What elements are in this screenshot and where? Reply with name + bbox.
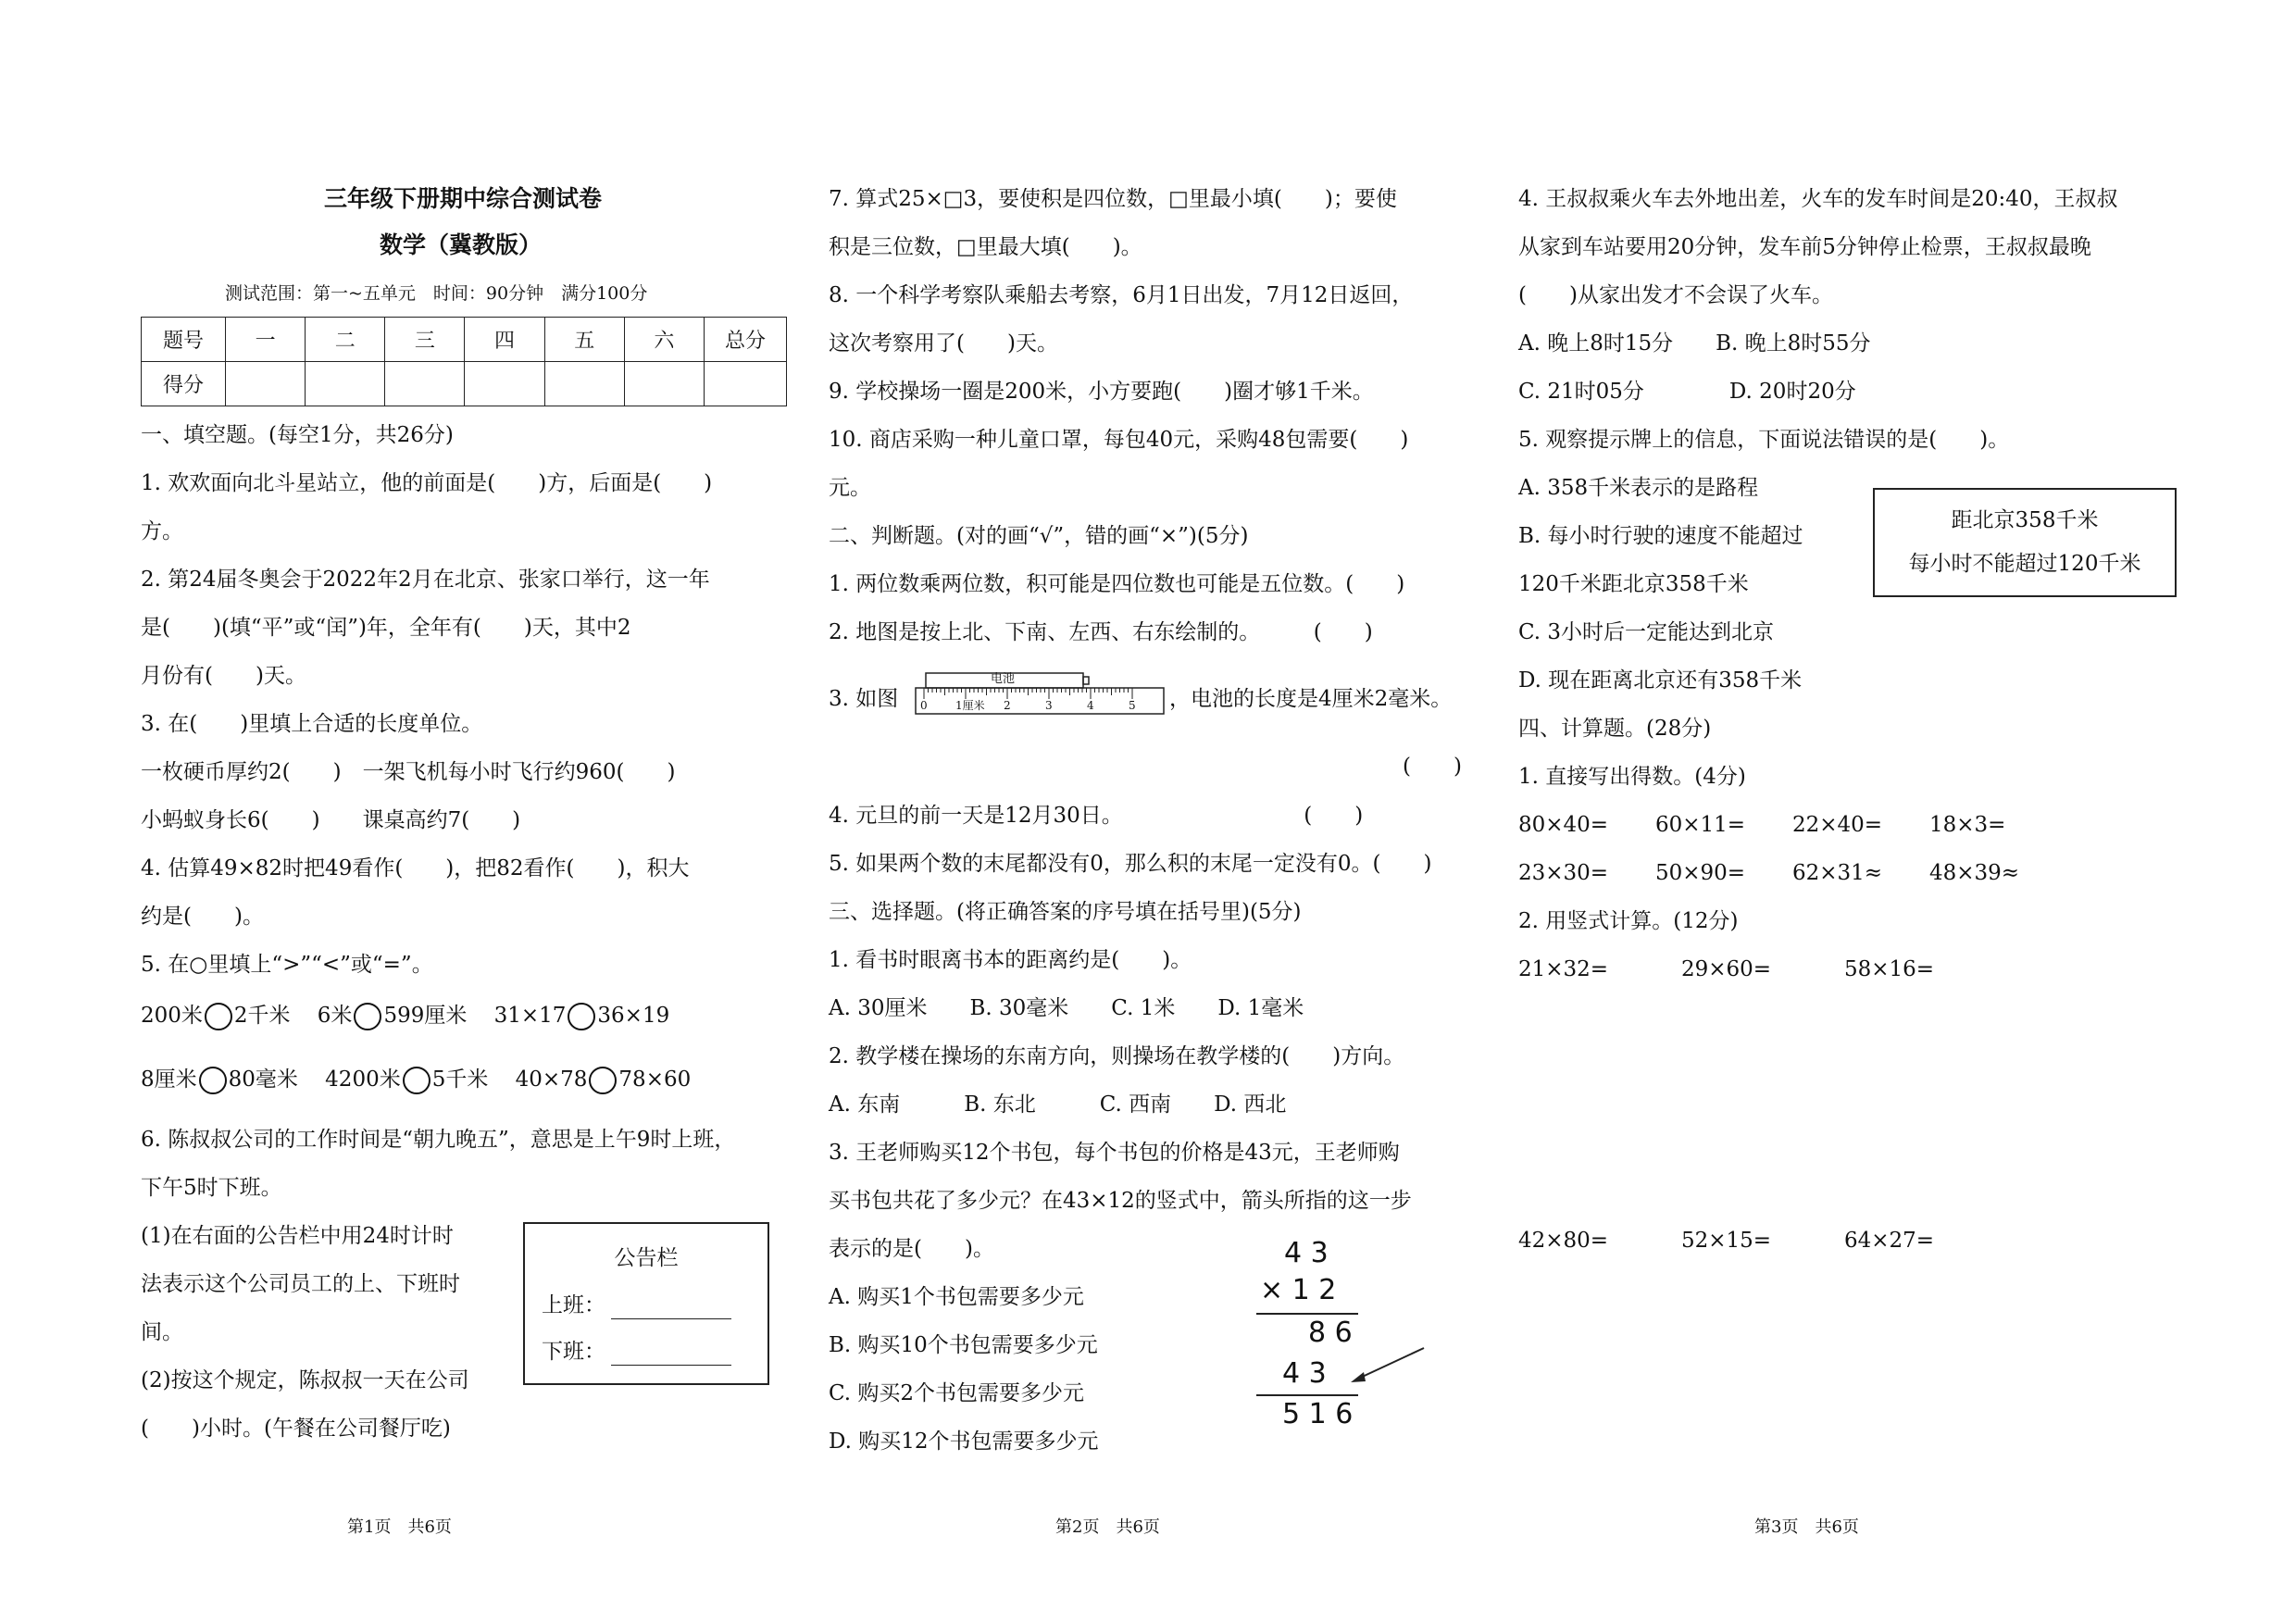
exam-subtitle: 数学（冀教版） <box>380 231 543 258</box>
calc-item: 29×60= <box>1681 957 1772 981</box>
calc-item: 23×30= <box>1518 861 1609 885</box>
p2-line: 买书包共花了多少元？在43×12的竖式中，箭头所指的这一步 <box>829 1189 1412 1213</box>
p3-line: 1. 直接写出得数。(4分) <box>1518 765 1746 789</box>
vert-calc-row-2 <box>1518 1227 1934 1255</box>
score-cell[interactable] <box>306 362 385 406</box>
p2-q3-suffix: ，电池的长度是4厘米2毫米。 <box>1169 687 1453 711</box>
ruler-tick-label: 1厘米 <box>955 699 985 712</box>
table-row <box>142 318 787 362</box>
road-sign <box>1873 488 2177 597</box>
p3-line: 5. 观察提示牌上的信息，下面说法错误的是( )。 <box>1518 428 2010 452</box>
score-cell[interactable] <box>705 362 787 406</box>
p2-line: 三、选择题。(将正确答案的序号填在括号里)(5分) <box>829 900 1302 924</box>
compare-term: 80毫米 <box>228 1067 298 1092</box>
answer-blank[interactable] <box>611 1344 731 1366</box>
vert-row: 4 3 <box>1284 1237 1329 1269</box>
calc-item: 42×80= <box>1518 1229 1609 1253</box>
compare-term: 31×17 <box>493 1004 567 1028</box>
exam-info: 测试范围：第一~五单元 时间：90分钟 满分100分 <box>225 283 648 304</box>
notice-label: 上班： <box>542 1293 605 1317</box>
vert-line <box>1256 1394 1358 1396</box>
calc-item: 50×90= <box>1655 861 1746 885</box>
table-cell: 五 <box>544 318 624 362</box>
p1-line: 小蚂蚁身长6( ) 课桌高约7( ) <box>141 808 521 832</box>
compare-circle[interactable] <box>205 1003 232 1030</box>
p2-line: 7. 算式25×□3，要使积是四位数，□里最小填( )；要使 <box>829 187 1397 211</box>
score-cell[interactable] <box>385 362 465 406</box>
answer-paren[interactable]: ( ) <box>1403 755 1462 779</box>
table-cell: 二 <box>306 318 385 362</box>
p2-line: 2. 教学楼在操场的东南方向，则操场在教学楼的( )方向。 <box>829 1044 1405 1068</box>
score-cell[interactable] <box>465 362 544 406</box>
table-cell: 一 <box>226 318 306 362</box>
p3-line: 四、计算题。(28分) <box>1518 717 1712 741</box>
vertical-multiplication <box>1245 1231 1430 1444</box>
p1-line: 月份有( )天。 <box>141 664 306 688</box>
p2-line: 8. 一个科学考察队乘船去考察，6月1日出发，7月12日返回， <box>829 283 1414 307</box>
p2-line: 积是三位数，□里最大填( )。 <box>829 235 1142 259</box>
p2-line: B. 购买10个书包需要多少元 <box>829 1333 1098 1357</box>
p3-line: A. 晚上8时15分 B. 晚上8时55分 <box>1518 331 1871 356</box>
answer-blank[interactable] <box>611 1298 731 1319</box>
battery-label: 电池 <box>991 672 1016 686</box>
p1-line: 约是( )。 <box>141 905 264 929</box>
compare-row-1 <box>141 1002 669 1030</box>
p3-line: 从家到车站要用20分钟，发车前5分钟停止检票，王叔叔最晚 <box>1518 235 2091 259</box>
vert-row: 8 6 <box>1308 1317 1353 1349</box>
p2-line: 5. 如果两个数的末尾都没有0，那么积的末尾一定没有0。( ) <box>829 852 1432 876</box>
page-footer: 第3页 共6页 <box>1754 1517 1859 1537</box>
calc-row-2 <box>1518 859 2019 887</box>
p3-line: 4. 王叔叔乘火车去外地出差，火车的发车时间是20:40，王叔叔 <box>1518 187 2118 211</box>
vert-row: 5 1 6 <box>1282 1398 1354 1430</box>
p1-line: 4. 估算49×82时把49看作( )，把82看作( )，积大 <box>141 856 690 880</box>
compare-circle[interactable] <box>199 1067 227 1094</box>
p2-q3-prefix: 3. 如图 <box>829 687 899 711</box>
p2-line: 元。 <box>829 476 871 500</box>
score-table <box>141 317 787 406</box>
p3-line: C. 3小时后一定能达到北京 <box>1518 620 1775 644</box>
ruler-tick-label: 5 <box>1129 699 1136 712</box>
vert-row: × 1 2 <box>1260 1274 1337 1306</box>
p1-line: 一、填空题。(每空1分，共26分) <box>141 423 454 447</box>
calc-item: 60×11= <box>1655 813 1746 837</box>
calc-row-1 <box>1518 811 2005 839</box>
page-footer: 第1页 共6页 <box>347 1517 452 1537</box>
compare-term: 5千米 <box>431 1067 489 1092</box>
calc-item: 48×39≈ <box>1929 861 2020 885</box>
notice-board-title: 公告栏 <box>614 1246 679 1270</box>
p2-line: A. 购买1个书包需要多少元 <box>829 1285 1084 1309</box>
p1-line: 3. 在( )里填上合适的长度单位。 <box>141 712 483 736</box>
calc-item: 22×40= <box>1792 813 1883 837</box>
calc-item: 18×3= <box>1929 813 2006 837</box>
ruler-tick-label: 4 <box>1087 699 1094 712</box>
compare-circle[interactable] <box>568 1003 595 1030</box>
p1-q6-line: 下午5时下班。 <box>141 1176 282 1200</box>
p2-line: 这次考察用了( )天。 <box>829 331 1058 356</box>
notice-on-duty <box>542 1292 731 1319</box>
calc-item: 64×27= <box>1844 1229 1935 1253</box>
table-cell: 三 <box>385 318 465 362</box>
calc-item: 62×31≈ <box>1792 861 1883 885</box>
notice-board <box>523 1222 769 1385</box>
compare-term: 599厘米 <box>383 1004 468 1028</box>
ruler-tick-label: 2 <box>1004 699 1011 712</box>
p1-line: 方。 <box>141 519 183 543</box>
calc-item: 52×15= <box>1681 1229 1772 1253</box>
p2-line: A. 30厘米 B. 30毫米 C. 1米 D. 1毫米 <box>829 996 1304 1020</box>
vert-row: 4 3 <box>1282 1357 1327 1390</box>
p2-line: 10. 商店采购一种儿童口罩，每包40元，采购48包需要( ) <box>829 428 1409 452</box>
p2-line: 4. 元旦的前一天是12月30日。 ( ) <box>829 804 1364 828</box>
p1-line: 2. 第24届冬奥会于2022年2月在北京、张家口举行，这一年 <box>141 568 710 592</box>
exam-title: 三年级下册期中综合测试卷 <box>324 185 603 212</box>
compare-term: 200米 <box>141 1004 203 1028</box>
arrow-icon <box>1345 1344 1429 1391</box>
ruler-tick-label: 3 <box>1045 699 1053 712</box>
p3-line: B. 每小时行驶的速度不能超过 <box>1518 524 1803 548</box>
compare-term: 6米 <box>317 1004 353 1028</box>
calc-item: 58×16= <box>1844 957 1935 981</box>
compare-circle[interactable] <box>354 1003 381 1030</box>
p1-q6-line: 6. 陈叔叔公司的工作时间是“朝九晚五”，意思是上午9时上班， <box>141 1128 736 1152</box>
p1-line: 一枚硬币厚约2( ) 一架飞机每小时飞行约960( ) <box>141 760 676 784</box>
table-cell: 总分 <box>705 318 787 362</box>
vert-calc-row-1 <box>1518 955 1934 983</box>
score-cell[interactable] <box>624 362 704 406</box>
p1-q6-line: ( )小时。(午餐在公司餐厅吃) <box>141 1417 451 1441</box>
road-sign-distance: 距北京358千米 <box>1951 508 2099 532</box>
p3-line: C. 21时05分 D. 20时20分 <box>1518 380 1856 404</box>
p1-q6-line: 间。 <box>141 1320 183 1344</box>
p2-line: 9. 学校操场一圈是200米，小方要跑( )圈才够1千米。 <box>829 380 1374 404</box>
compare-term: 36×19 <box>597 1004 670 1028</box>
compare-term: 78×60 <box>618 1067 692 1092</box>
score-cell[interactable] <box>544 362 624 406</box>
p3-line: ( )从家出发才不会误了火车。 <box>1518 283 1833 307</box>
p1-q6-line: (2)按这个规定，陈叔叔一天在公司 <box>141 1368 469 1392</box>
p1-line: 5. 在○里填上“>”“<”或“=”。 <box>141 953 433 977</box>
compare-term: 4200米 <box>325 1067 401 1092</box>
compare-circle[interactable] <box>589 1067 617 1094</box>
p3-line: 120千米距北京358千米 <box>1518 572 1749 596</box>
road-sign-speed: 每小时不能超过120千米 <box>1908 552 2141 576</box>
table-cell: 题号 <box>142 318 226 362</box>
p2-line: 表示的是( )。 <box>829 1237 994 1261</box>
p3-q2: 2. 用竖式计算。(12分) <box>1518 909 1739 933</box>
p2-line: 3. 王老师购买12个书包，每个书包的价格是43元，王老师购 <box>829 1141 1400 1165</box>
p1-q6-line: (1)在右面的公告栏中用24时计时 <box>141 1224 454 1248</box>
p2-line: 1. 两位数乘两位数，积可能是四位数也可能是五位数。( ) <box>829 572 1405 596</box>
table-cell: 六 <box>624 318 704 362</box>
ruler-tick-label: 0 <box>920 699 928 712</box>
p2-line: A. 东南 B. 东北 C. 西南 D. 西北 <box>829 1092 1287 1117</box>
notice-label: 下班： <box>542 1340 605 1364</box>
compare-term: 8厘米 <box>141 1067 197 1092</box>
compare-term: 40×78 <box>515 1067 588 1092</box>
p1-line: 1. 欢欢面向北斗星站立，他的前面是( )方，后面是( ) <box>141 471 713 495</box>
vert-line <box>1256 1313 1358 1315</box>
page-footer: 第2页 共6页 <box>1055 1517 1160 1537</box>
p1-q6-line: 法表示这个公司员工的上、下班时 <box>141 1272 460 1296</box>
p3-line: D. 现在距离北京还有358千米 <box>1518 668 1803 693</box>
ruler-figure <box>915 671 1169 729</box>
p2-line: 1. 看书时眼离书本的距离约是( )。 <box>829 948 1192 972</box>
p1-line: 是( )(填“平”或“闰”)年，全年有( )天，其中2 <box>141 616 631 640</box>
p2-line: 二、判断题。(对的画“√”，错的画“×”)(5分) <box>829 524 1249 548</box>
p3-line: A. 358千米表示的是路程 <box>1518 476 1759 500</box>
notice-off-duty <box>542 1338 731 1366</box>
compare-circle[interactable] <box>403 1067 430 1094</box>
compare-term: 2千米 <box>233 1004 291 1028</box>
p2-line: D. 购买12个书包需要多少元 <box>829 1429 1099 1454</box>
compare-row-2 <box>141 1066 691 1094</box>
table-row <box>142 362 787 406</box>
table-cell: 得分 <box>142 362 226 406</box>
calc-item: 21×32= <box>1518 957 1609 981</box>
calc-item: 80×40= <box>1518 813 1609 837</box>
table-cell: 四 <box>465 318 544 362</box>
p2-line: 2. 地图是按上北、下南、左西、右东绘制的。 ( ) <box>829 620 1373 644</box>
p2-line: C. 购买2个书包需要多少元 <box>829 1381 1085 1405</box>
score-cell[interactable] <box>226 362 306 406</box>
